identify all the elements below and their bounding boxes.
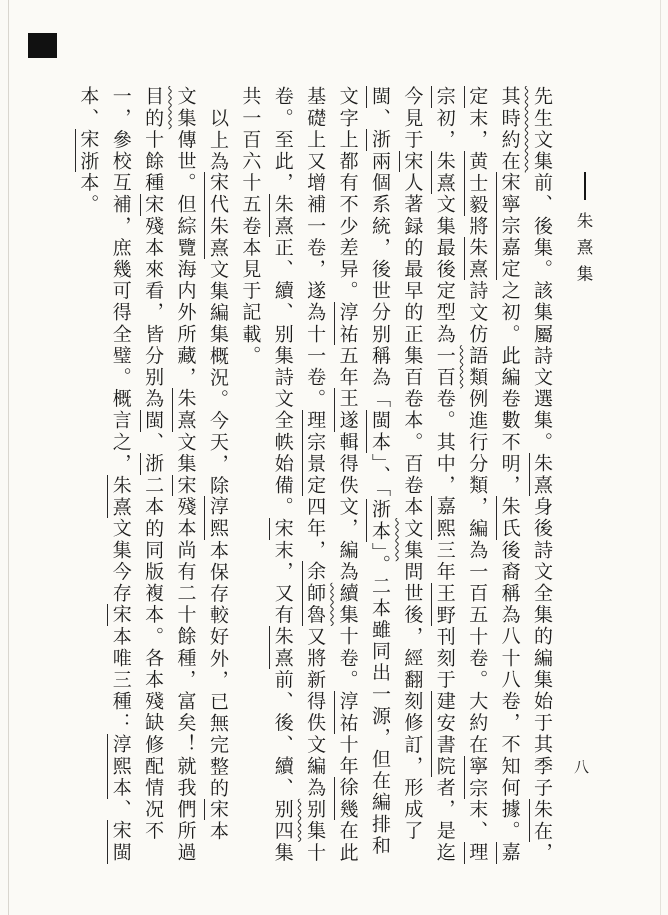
- proper-noun: 宋: [107, 604, 131, 626]
- running-title-rule: [584, 172, 587, 200]
- proper-noun: 朱熹: [172, 388, 196, 431]
- text-run: 本唯三種：: [109, 626, 131, 735]
- text-run: 基礎上又增補一卷，遂為十一卷。: [304, 86, 326, 410]
- proper-noun: 宗: [431, 86, 455, 108]
- text-run: 刊刻于: [433, 626, 455, 691]
- text-run: 本: [206, 820, 228, 843]
- text-run: 文集: [174, 431, 196, 475]
- proper-noun: 浙本: [366, 499, 390, 542]
- proper-noun: 宋寧宗嘉定: [496, 172, 520, 280]
- text-run: 、: [368, 107, 390, 130]
- text-run: 身後詩文全集的編集始于其季子: [531, 496, 552, 799]
- text-column-14: [103, 86, 135, 868]
- text-run: 五年: [336, 345, 358, 389]
- text-column-12: [168, 86, 200, 868]
- text-run: 本。: [77, 172, 99, 216]
- text-run: 前、後、續、别四集: [271, 669, 293, 864]
- text-run: 兩個系統，後世分别稱為「: [368, 150, 390, 411]
- proper-noun: 徐幾: [334, 777, 358, 820]
- text-run: 十: [304, 842, 326, 864]
- text-run: 末，又有: [271, 539, 293, 627]
- text-run: 初，: [433, 107, 455, 151]
- scan-edge-right: [660, 0, 661, 915]
- running-title: 朱熹集: [574, 212, 593, 292]
- text-run: 文字上都有不少差异。: [336, 86, 358, 302]
- text-column-9: [265, 86, 297, 868]
- proper-noun: 淳祐: [334, 691, 358, 734]
- text-run: 二本的同版複本。各本殘缺修配情况不: [142, 474, 164, 843]
- book-title: 文集: [174, 86, 196, 130]
- text-column-7: [330, 86, 362, 868]
- proper-noun: 黄士毅: [464, 151, 488, 216]
- text-run: 」、「: [368, 453, 390, 500]
- proper-noun: 淳祐: [334, 302, 358, 345]
- proper-noun: 朱熹: [431, 151, 455, 194]
- text-run: 例進行分類，編為一百五十卷。大約在: [466, 388, 488, 756]
- proper-noun: 宋: [172, 475, 196, 497]
- proper-noun: 浙: [140, 453, 164, 475]
- proper-noun: 朱熹: [269, 626, 293, 669]
- text-run: 殘本尚有二十餘種，富矣！就我們所過: [174, 496, 196, 864]
- text-column-6: [363, 86, 395, 868]
- proper-noun: 理宗景定: [302, 410, 326, 496]
- proper-noun: 宋: [140, 194, 164, 216]
- text-run: 前、後集。該集屬詩文選集。: [531, 172, 552, 454]
- book-title: 先生文集: [531, 86, 552, 173]
- proper-noun: 嘉: [496, 842, 520, 864]
- text-run: 一，參校互補，庶幾可得全璧。概言之，: [109, 86, 131, 475]
- book-title: 語類: [466, 345, 488, 389]
- proper-noun: 閩: [366, 86, 390, 108]
- text-column-1: [525, 86, 557, 868]
- text-run: 文集今存: [109, 518, 131, 605]
- proper-noun: 宋: [399, 151, 423, 173]
- proper-noun: 宋代: [204, 172, 228, 215]
- text-run: 今見于: [401, 86, 423, 151]
- proper-noun: 王遂: [334, 388, 358, 431]
- text-run: 三年: [433, 539, 455, 583]
- proper-noun: 閩本: [366, 410, 390, 453]
- text-run: 詩文仿: [466, 280, 488, 346]
- text-column-13: [136, 86, 168, 868]
- proper-noun: 宋閩: [107, 820, 131, 863]
- text-run: 共一百六十五卷本見于記載。: [239, 86, 261, 367]
- text-run: 、: [142, 431, 164, 454]
- text-column-4: [427, 86, 459, 868]
- proper-noun: 余師魯: [302, 561, 326, 626]
- text-run: 人著録的最早的正集百卷本。百卷本: [401, 172, 423, 519]
- text-run: 」。二本雖同出一源，但在編排和: [368, 542, 390, 857]
- proper-noun: 宋: [204, 799, 228, 821]
- text-column-3: [460, 86, 492, 868]
- text-column-5: [395, 86, 427, 868]
- proper-noun: 宋浙: [75, 129, 99, 172]
- proper-noun: 閩: [140, 410, 164, 432]
- text-run: 本保存較好外，已無完整的: [206, 539, 228, 799]
- proper-noun: 建安書院: [431, 691, 455, 777]
- text-run: 輯得佚文，編為: [336, 431, 358, 583]
- text-run: 、: [109, 798, 131, 821]
- text-run: 文集最後定型為一百卷。其中，: [433, 194, 455, 497]
- proper-noun: 朱在: [529, 799, 553, 842]
- book-title: 别集: [304, 798, 326, 843]
- proper-noun: 朱熹: [464, 237, 488, 280]
- text-column-15: [71, 86, 103, 868]
- text-run: 目的十餘種: [142, 86, 164, 194]
- text-run: 十年: [336, 734, 358, 778]
- proper-noun: 朱氏: [496, 496, 520, 539]
- text-run: 問世後，經翻刻修訂，形成了: [401, 561, 423, 843]
- scan-edge-left: [8, 0, 9, 915]
- vertical-text-block: [71, 86, 557, 868]
- text-run: ，: [531, 842, 552, 864]
- text-run: 又將新得佚文編為: [304, 626, 326, 799]
- text-run: 十卷。: [336, 626, 358, 691]
- page-number: 八: [572, 759, 588, 774]
- text-run: 末，: [466, 107, 488, 151]
- proper-noun: 宋: [269, 518, 293, 540]
- text-run: 以上為: [206, 107, 228, 173]
- proper-noun: 定: [464, 86, 488, 108]
- proper-noun: 淳熙: [204, 496, 228, 539]
- text-run: 在此: [336, 820, 358, 864]
- text-run: 後裔稱為八十八卷，不知何據。: [498, 539, 520, 843]
- proper-noun: 朱熹: [269, 194, 293, 237]
- proper-noun: 朱熹: [204, 216, 228, 259]
- proper-noun: 淳熙本: [107, 734, 131, 799]
- text-run: 本、: [77, 86, 99, 130]
- proper-noun: 浙: [366, 129, 390, 151]
- proper-noun: 王野: [431, 583, 455, 626]
- proper-noun: 朱熹: [529, 453, 553, 496]
- registration-mark: [28, 33, 57, 58]
- text-column-10: [233, 86, 265, 868]
- text-run: 殘本來看，皆分别為: [142, 215, 164, 411]
- text-column-11: [201, 86, 233, 868]
- text-column-8: [298, 86, 330, 868]
- text-run: 將: [466, 215, 488, 238]
- book-title: 文集: [401, 518, 423, 562]
- text-run: 之初。此編卷數不明，: [498, 280, 520, 497]
- text-run: 傳世。但綜覽海内外所藏，: [174, 129, 196, 389]
- text-run: 其時約在: [498, 86, 520, 173]
- text-run: 者，是迄: [433, 777, 455, 864]
- book-title: 續集: [336, 582, 358, 627]
- text-run: 卷。至此，: [271, 86, 293, 194]
- text-column-2: [492, 86, 524, 868]
- text-run: 末、: [466, 798, 488, 843]
- text-run: 文集編集概況。今天，除: [206, 258, 228, 497]
- text-run: 四年，: [304, 496, 326, 562]
- proper-noun: 嘉熙: [431, 496, 455, 539]
- proper-noun: 朱熹: [107, 475, 131, 518]
- text-run: 正、續、别集詩文全帙始備。: [271, 237, 293, 519]
- proper-noun: 理: [464, 842, 488, 864]
- proper-noun: 寧宗: [464, 756, 488, 799]
